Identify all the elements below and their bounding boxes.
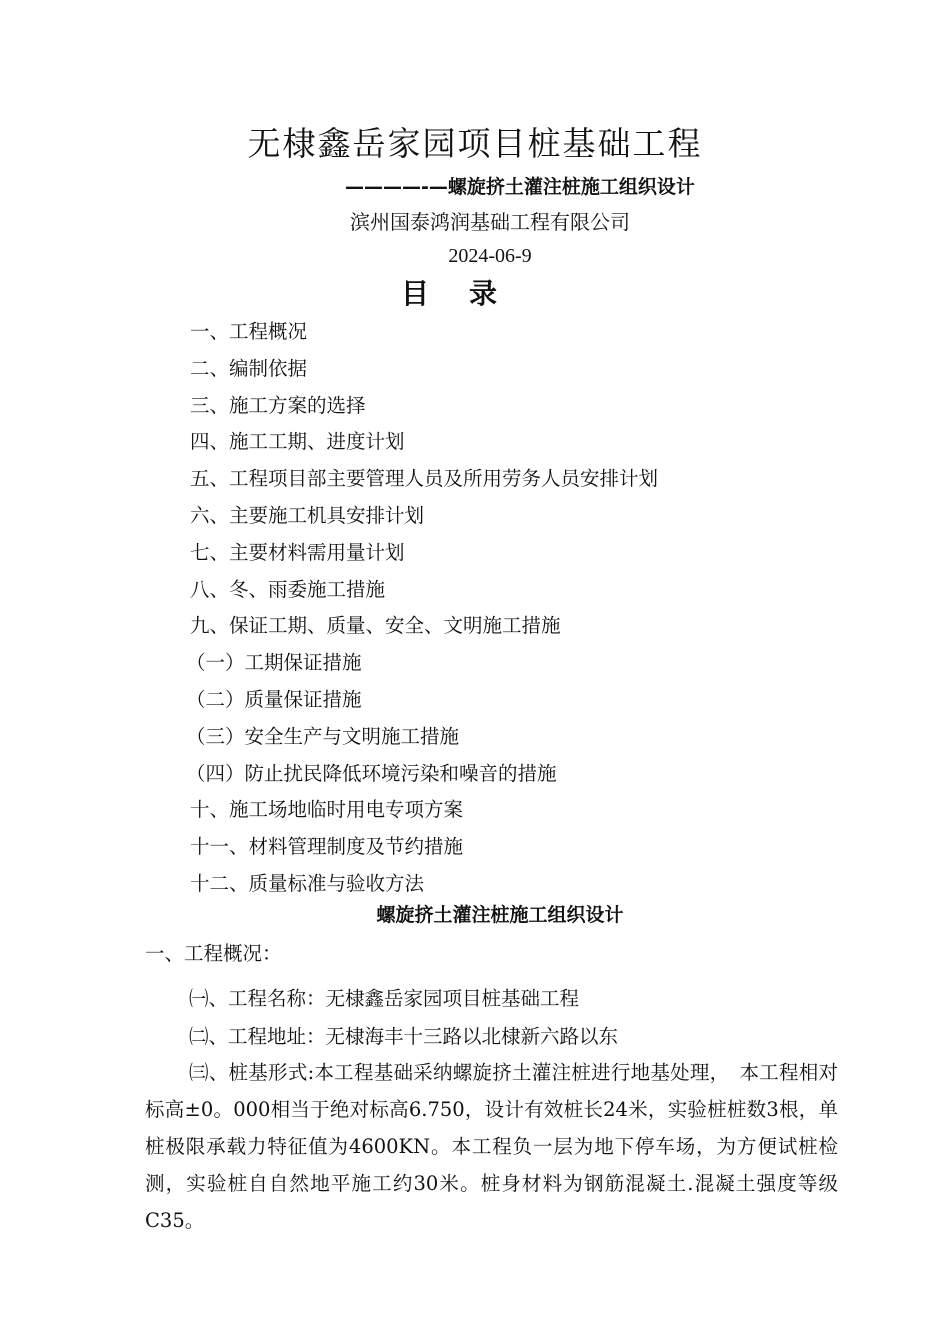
document-date: 2024-06-9	[448, 245, 532, 267]
toc-item: 九、保证工期、质量、安全、文明施工措施	[190, 614, 561, 638]
toc-item: 六、主要施工机具安排计划	[190, 503, 425, 527]
toc-item: 一、工程概况	[190, 320, 308, 343]
document-subtitle: ————-—螺旋挤土灌注桩施工组织设计	[345, 176, 695, 198]
toc-item: 八、冬、雨委施工措施	[190, 577, 386, 601]
toc-item: 三、施工方案的选择	[190, 393, 366, 417]
toc-subitem: （三）安全生产与文明施工措施	[186, 724, 460, 748]
document-title: 无棣鑫岳家园项目桩基础工程	[247, 124, 703, 163]
toc-item: 十、施工场地临时用电专项方案	[190, 798, 464, 822]
toc-subitem: （一）工期保证措施	[186, 651, 362, 675]
toc-subitem: （四）防止扰民降低环境污染和噪音的措施	[186, 761, 557, 785]
toc-item: 五、工程项目部主要管理人员及所用劳务人员安排计划	[190, 467, 659, 491]
toc-item: 十一、材料管理制度及节约措施	[190, 835, 464, 859]
section-heading: 一、工程概况：	[145, 942, 282, 965]
company-name: 滨州国泰鸿润基础工程有限公司	[350, 210, 630, 234]
toc-item: 七、主要材料需用量计划	[190, 540, 405, 564]
toc-item: 十二、质量标准与验收方法	[190, 871, 425, 895]
section-title: 螺旋挤土灌注桩施工组织设计	[376, 904, 624, 926]
toc-subitem: （二）质量保证措施	[186, 687, 362, 711]
paragraph-project-address: ㈡、工程地址：无棣海丰十三路以北棣新六路以东	[189, 1025, 619, 1048]
paragraph-pile-type: ㈢、桩基形式:本工程基础采纳螺旋挤土灌注桩进行地基处理， 本工程相对标高±0。000相当于绝对标高6.750，设计有效桩长24米，实验桩桩数3根，单桩极限承载力特征值为4600KN。本工程负一层为地下停车场，为方便试桩检测，实验桩自自然地平施工约30米。桩身材料为钢筋混凝土.混凝土强度等级C35。	[145, 1061, 838, 1232]
toc-heading: 目录	[400, 277, 537, 310]
toc-item: 四、施工工期、进度计划	[190, 430, 405, 454]
table-of-contents	[186, 314, 659, 903]
paragraph-project-name: ㈠、工程名称：无棣鑫岳家园项目桩基础工程	[189, 987, 580, 1010]
toc-item: 二、编制依据	[190, 356, 308, 380]
